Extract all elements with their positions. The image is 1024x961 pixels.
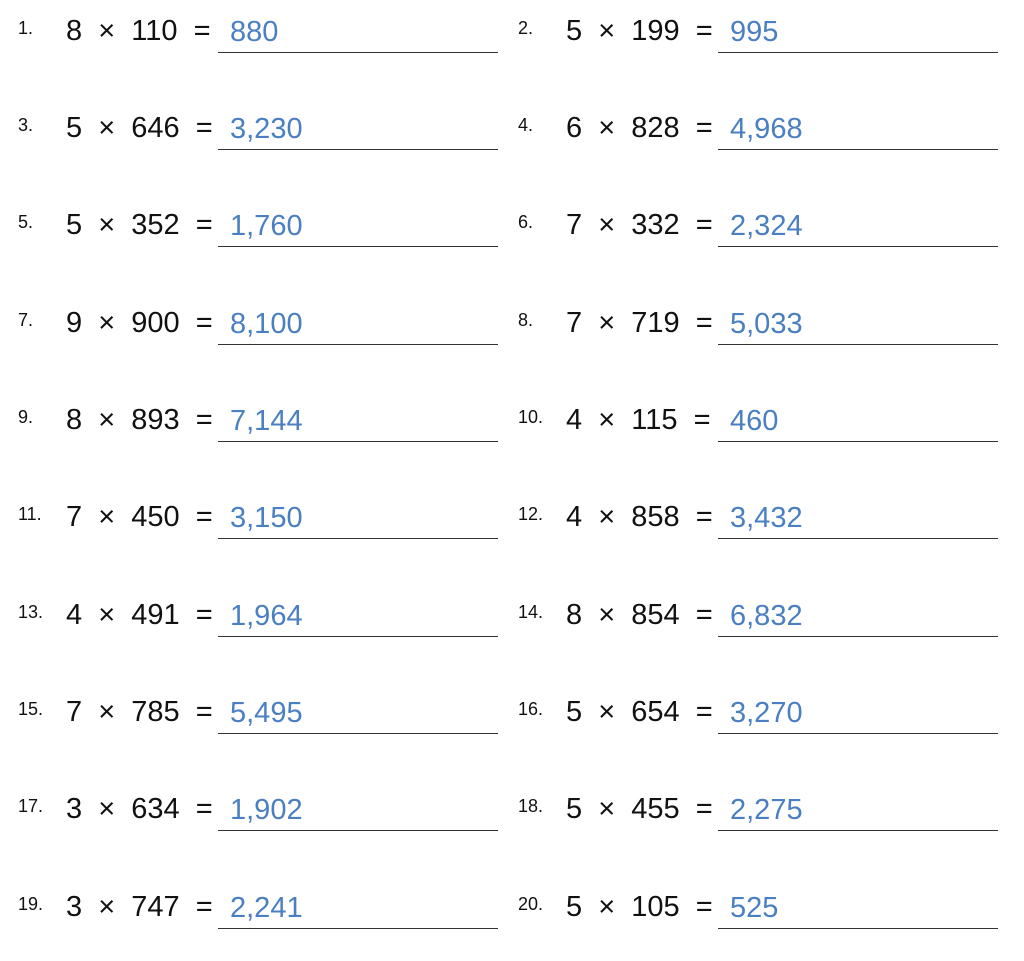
- problem-number: 14.: [518, 602, 544, 622]
- answer-line: [718, 538, 998, 539]
- problem-number: 11.: [18, 504, 42, 524]
- problem-answer: 8,100: [230, 308, 303, 340]
- problem-number: 19.: [18, 894, 44, 914]
- problem-expression: 6 × 828 =: [566, 112, 713, 144]
- problem-answer: 2,275: [730, 794, 803, 826]
- answer-line: [218, 52, 498, 53]
- problem-number: 10.: [518, 407, 544, 427]
- problem-number: 8.: [518, 310, 534, 330]
- problem-expression: 5 × 352 =: [66, 209, 213, 241]
- answer-line: [218, 246, 498, 247]
- problem-answer: 7,144: [230, 405, 303, 437]
- problem-answer: 1,760: [230, 210, 303, 242]
- answer-line: [218, 441, 498, 442]
- answer-line: [218, 928, 498, 929]
- problem-3: [18, 114, 498, 154]
- answer-line: [718, 830, 998, 831]
- answer-line: [718, 52, 998, 53]
- problem-expression: 7 × 719 =: [566, 307, 713, 339]
- problem-answer: 2,241: [230, 892, 303, 924]
- problem-answer: 4,968: [730, 113, 803, 145]
- problem-19: [18, 893, 498, 933]
- problem-number: 6.: [518, 212, 534, 232]
- answer-line: [218, 733, 498, 734]
- problem-expression: 7 × 332 =: [566, 209, 713, 241]
- problem-7: [18, 309, 498, 349]
- answer-line: [718, 149, 998, 150]
- problem-4: [518, 114, 998, 154]
- problem-number: 7.: [18, 310, 34, 330]
- problem-expression: 4 × 858 =: [566, 501, 713, 533]
- problem-expression: 5 × 105 =: [566, 891, 713, 923]
- problem-expression: 8 × 854 =: [566, 599, 713, 631]
- problem-number: 3.: [18, 115, 34, 135]
- answer-line: [218, 344, 498, 345]
- problem-number: 17.: [18, 796, 44, 816]
- problem-number: 4.: [518, 115, 534, 135]
- problem-answer: 3,432: [730, 502, 803, 534]
- problem-expression: 8 × 893 =: [66, 404, 213, 436]
- problem-17: [18, 795, 498, 835]
- problem-expression: 3 × 747 =: [66, 891, 213, 923]
- problem-18: [518, 795, 998, 835]
- problem-answer: 3,150: [230, 502, 303, 534]
- problem-expression: 9 × 900 =: [66, 307, 213, 339]
- problem-expression: 4 × 115 =: [566, 404, 711, 436]
- problem-answer: 525: [730, 892, 779, 924]
- problem-answer: 1,964: [230, 600, 303, 632]
- problem-12: [518, 503, 998, 543]
- answer-line: [718, 733, 998, 734]
- problem-number: 13.: [18, 602, 44, 622]
- problem-answer: 880: [230, 16, 279, 48]
- answer-line: [718, 636, 998, 637]
- answer-line: [218, 538, 498, 539]
- problem-1: [18, 17, 498, 57]
- problem-8: [518, 309, 998, 349]
- problem-expression: 3 × 634 =: [66, 793, 213, 825]
- problem-number: 1.: [18, 18, 34, 38]
- problem-expression: 7 × 450 =: [66, 501, 213, 533]
- problem-expression: 8 × 110 =: [66, 15, 211, 47]
- problem-answer: 5,495: [230, 697, 303, 729]
- problem-number: 18.: [518, 796, 544, 816]
- problem-16: [518, 698, 998, 738]
- problem-15: [18, 698, 498, 738]
- problem-9: [18, 406, 498, 446]
- problem-expression: 5 × 455 =: [566, 793, 713, 825]
- problem-number: 12.: [518, 504, 544, 524]
- answer-line: [718, 344, 998, 345]
- problem-answer: 1,902: [230, 794, 303, 826]
- answer-line: [218, 830, 498, 831]
- problem-number: 20.: [518, 894, 544, 914]
- problem-expression: 4 × 491 =: [66, 599, 213, 631]
- problem-number: 15.: [18, 699, 44, 719]
- problem-11: [18, 503, 498, 543]
- problem-expression: 7 × 785 =: [66, 696, 213, 728]
- problem-answer: 3,230: [230, 113, 303, 145]
- problem-answer: 460: [730, 405, 779, 437]
- problem-expression: 5 × 646 =: [66, 112, 213, 144]
- problem-13: [18, 601, 498, 641]
- problem-5: [18, 211, 498, 251]
- problem-expression: 5 × 199 =: [566, 15, 713, 47]
- problem-6: [518, 211, 998, 251]
- problem-answer: 995: [730, 16, 779, 48]
- problem-10: [518, 406, 998, 446]
- answer-line: [718, 246, 998, 247]
- problem-answer: 5,033: [730, 308, 803, 340]
- problem-2: [518, 17, 998, 57]
- problem-14: [518, 601, 998, 641]
- answer-line: [218, 636, 498, 637]
- answer-line: [718, 928, 998, 929]
- problem-answer: 6,832: [730, 600, 803, 632]
- problem-number: 2.: [518, 18, 534, 38]
- answer-line: [718, 441, 998, 442]
- problem-20: [518, 893, 998, 933]
- problem-number: 5.: [18, 212, 34, 232]
- answer-line: [218, 149, 498, 150]
- problem-number: 9.: [18, 407, 34, 427]
- problem-answer: 3,270: [730, 697, 803, 729]
- problem-expression: 5 × 654 =: [566, 696, 713, 728]
- problem-answer: 2,324: [730, 210, 803, 242]
- problem-number: 16.: [518, 699, 544, 719]
